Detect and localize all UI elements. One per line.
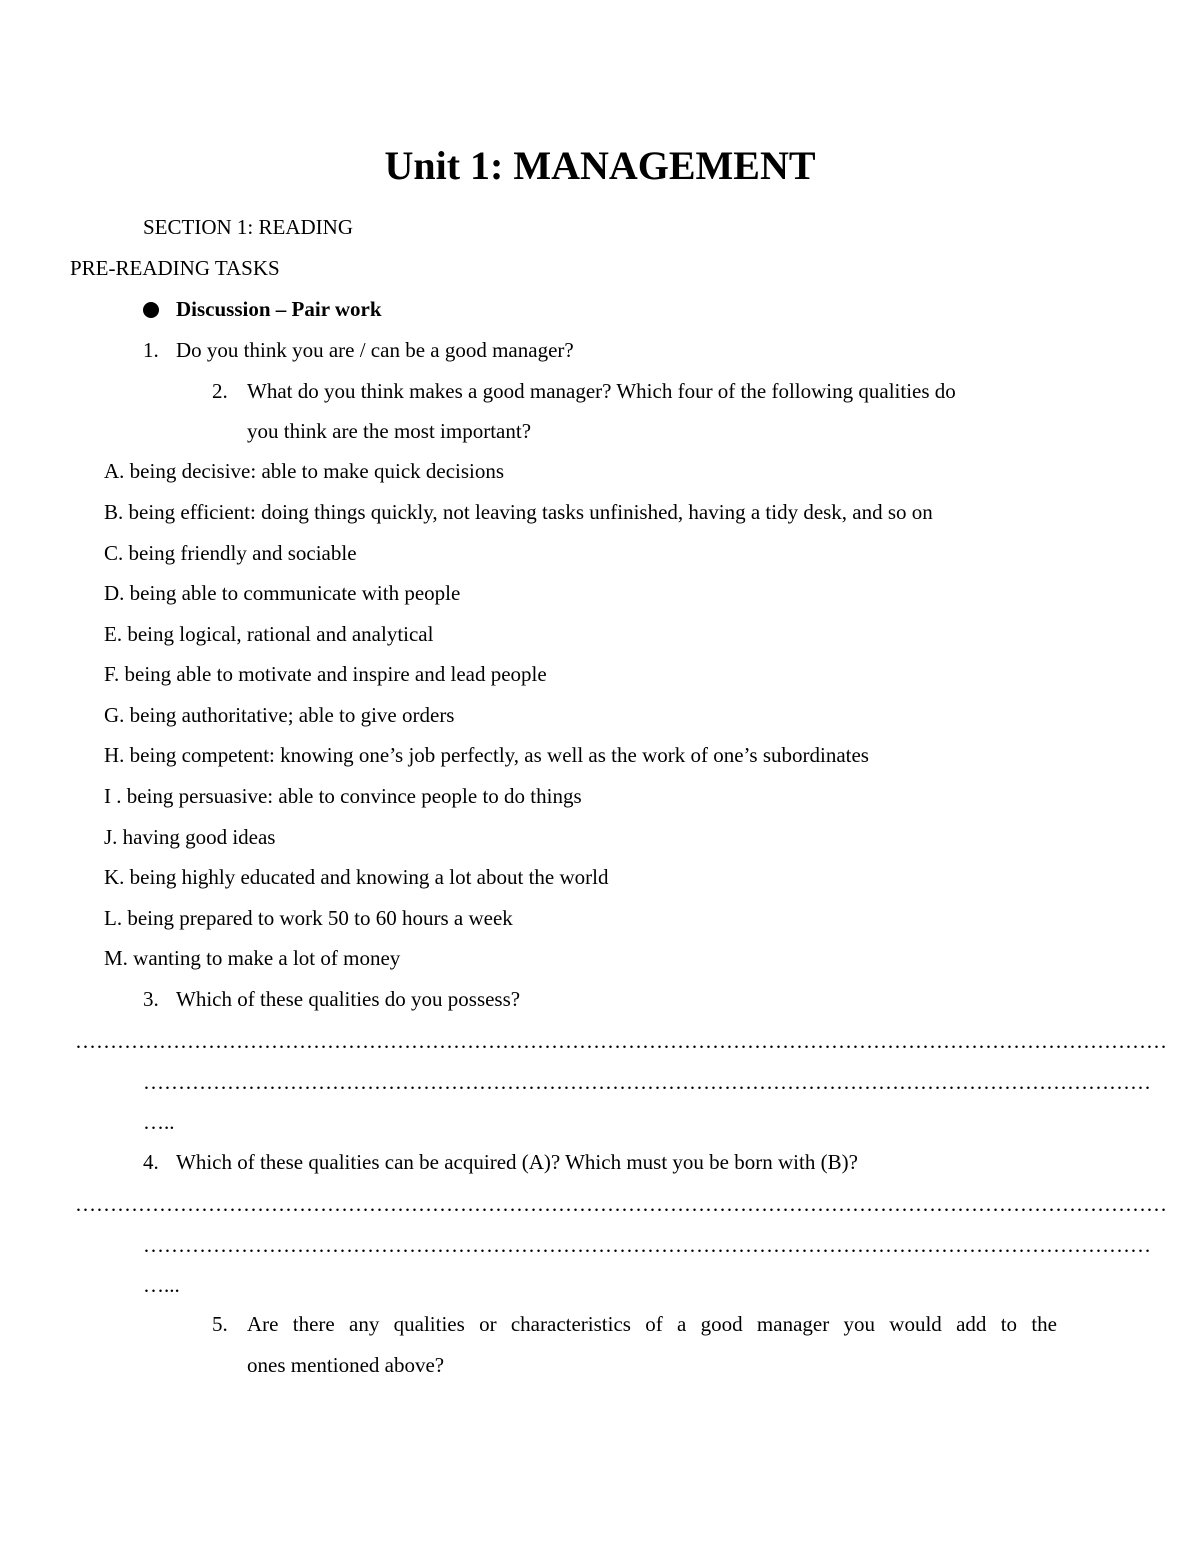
question-5-number: 5. (212, 1312, 228, 1336)
question-4-text: Which of these qualities can be acquired (A)? Which must you be born with (B)? (176, 1150, 858, 1174)
answer-line-q4-3[interactable]: …... (143, 1273, 180, 1297)
option-c: C. being friendly and sociable (104, 541, 357, 565)
option-k: K. being highly educated and knowing a lot about the world (104, 865, 609, 889)
question-2-line-1: What do you think makes a good manager? Which four of the following qualities do (247, 379, 956, 403)
option-g: G. being authoritative; able to give orders (104, 703, 455, 727)
answer-line-q3-2[interactable]: ……………………………………………………………………………………………………………………………… (143, 1070, 1151, 1094)
option-d: D. being able to communicate with people (104, 581, 461, 605)
answer-line-q4-1[interactable]: ………………………………………………………………………………………………………………………………………… (75, 1192, 1167, 1216)
option-l: L. being prepared to work 50 to 60 hours a week (104, 906, 513, 930)
option-j: J. having good ideas (104, 825, 276, 849)
answer-line-q3-3[interactable]: ….. (143, 1110, 175, 1134)
question-5-line-2: ones mentioned above? (247, 1353, 445, 1377)
question-5-line-1: Are there any qualities or characteristics of a good manager you would add to the (247, 1312, 1057, 1336)
option-e: E. being logical, rational and analytical (104, 622, 434, 646)
option-a: A. being decisive: able to make quick decisions (104, 459, 505, 483)
discussion-label: Discussion – Pair work (176, 297, 382, 321)
question-2-line-2: you think are the most important? (247, 419, 532, 443)
question-3-number: 3. (143, 987, 159, 1011)
option-i: I . being persuasive: able to convince people to do things (104, 784, 582, 808)
pre-reading-heading: PRE-READING TASKS (70, 256, 280, 280)
bullet-icon (143, 302, 159, 318)
question-2-number: 2. (212, 379, 228, 403)
page-title: Unit 1: MANAGEMENT (384, 143, 816, 188)
question-4-number: 4. (143, 1150, 159, 1174)
answer-line-q3-1[interactable]: ………………………………………………………………………………………………………………………………………… (75, 1029, 1167, 1053)
option-b: B. being efficient: doing things quickly, not leaving tasks unfinished, having a tidy desk, and so on (104, 500, 933, 524)
question-3-text: Which of these qualities do you possess? (176, 987, 521, 1011)
option-f: F. being able to motivate and inspire and lead people (104, 662, 547, 686)
answer-line-q4-2[interactable]: ……………………………………………………………………………………………………………………………… (143, 1233, 1151, 1257)
option-m: M. wanting to make a lot of money (104, 946, 401, 970)
option-h: H. being competent: knowing one’s job perfectly, as well as the work of one’s subordinates (104, 743, 869, 767)
question-1-number: 1. (143, 338, 159, 362)
section-heading: SECTION 1: READING (143, 215, 353, 239)
question-1-text: Do you think you are / can be a good manager? (176, 338, 574, 362)
